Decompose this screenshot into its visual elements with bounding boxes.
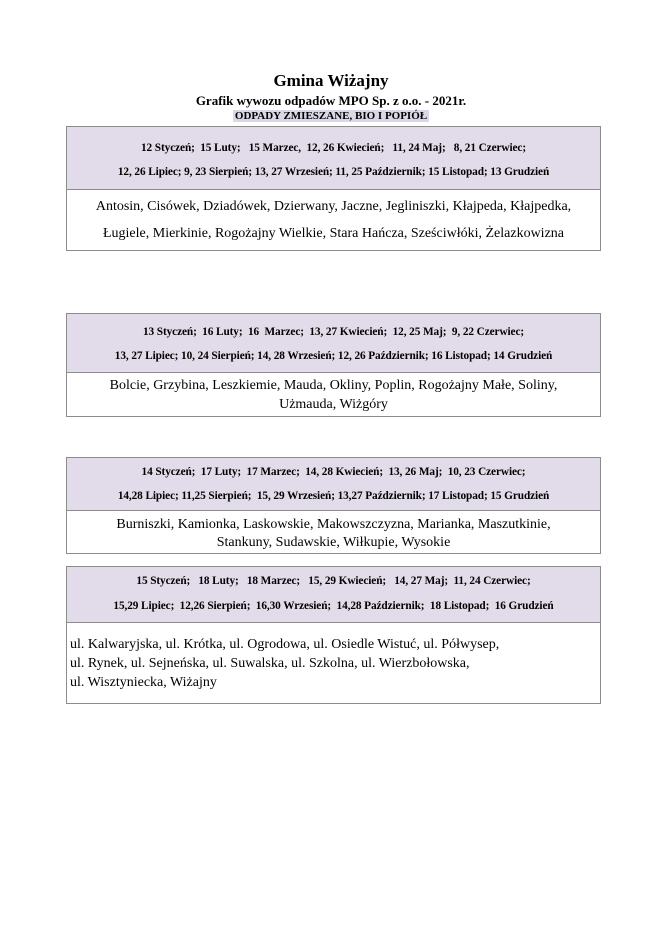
places-line: ul. Wisztyniecka, Wiżajny [70, 675, 217, 690]
dates-line: 14 Styczeń; 17 Luty; 17 Marzec; 14, 28 Kwiecień; 13, 26 Maj; 10, 23 Czerwiec; [141, 466, 526, 478]
places-line: Burniszki, Kamionka, Laskowskie, Makowszczyzna, Marianka, Maszutkinie, [116, 517, 551, 532]
schedule-places [67, 190, 600, 247]
waste-category-label: ODPADY ZMIESZANE, BIO I POPIÓŁ [234, 110, 428, 122]
schedule-block-4 [66, 566, 601, 704]
places-line: Użmauda, Wiżgóry [279, 397, 388, 412]
schedule-places [67, 623, 600, 692]
waste-category [0, 110, 662, 122]
dates-line: 13 Styczeń; 16 Luty; 16 Marzec; 13, 27 Kwiecień; 12, 25 Maj; 9, 22 Czerwiec; [142, 326, 525, 338]
schedule-dates [67, 458, 600, 511]
places-line: Bolcie, Grzybina, Leszkiemie, Mauda, Okliny, Poplin, Rogożajny Małe, Soliny, [109, 378, 558, 393]
dates-line: 12, 26 Lipiec; 9, 23 Sierpień; 13, 27 Wrzesień; 11, 25 Październik; 15 Listopad; 13 Grudzień [117, 166, 550, 178]
schedule-block-1 [66, 126, 601, 251]
dates-line: 13, 27 Lipiec; 10, 24 Sierpień; 14, 28 Wrzesień; 12, 26 Październik; 16 Listopad; 14 Grudzień [114, 350, 553, 362]
dates-line: 15,29 Lipiec; 12,26 Sierpień; 16,30 Wrzesień; 14,28 Październik; 18 Listopad; 16 Grudzień [113, 600, 554, 612]
places-line: ul. Rynek, ul. Sejneńska, ul. Suwalska, ul. Szkolna, ul. Wierzbołowska, [70, 656, 470, 671]
dates-line: 14,28 Lipiec; 11,25 Sierpień; 15, 29 Wrzesień; 13,27 Październik; 17 Listopad; 15 Grudzień [117, 490, 550, 502]
places-line: Antosin, Cisówek, Dziadówek, Dzierwany, Jaczne, Jegliniszki, Kłajpeda, Kłajpedka, [95, 199, 572, 214]
places-line: ul. Kalwaryjska, ul. Krótka, ul. Ogrodowa, ul. Osiedle Wistuć, ul. Półwysep, [70, 637, 500, 652]
schedule-dates [67, 567, 600, 623]
schedule-places [67, 373, 600, 414]
page-subtitle: Grafik wywozu odpadów MPO Sp. z o.o. - 2021r. [195, 93, 467, 108]
places-line: Stankuny, Sudawskie, Wiłkupie, Wysokie [216, 535, 451, 550]
dates-line: 15 Styczeń; 18 Luty; 18 Marzec; 15, 29 Kwiecień; 14, 27 Maj; 11, 24 Czerwiec; [136, 575, 531, 587]
dates-line: 12 Styczeń; 15 Luty; 15 Marzec, 12, 26 Kwiecień; 11, 24 Maj; 8, 21 Czerwiec; [140, 142, 526, 154]
places-line: Ługiele, Mierkinie, Rogożajny Wielkie, Stara Hańcza, Sześciwłóki, Żelazkowizna [102, 226, 564, 241]
schedule-dates [67, 127, 600, 190]
schedule-dates [67, 314, 600, 373]
schedule-block-3 [66, 457, 601, 554]
schedule-block-2 [66, 313, 601, 417]
page-title: Gmina Wiżajny [273, 71, 389, 90]
schedule-places [67, 511, 600, 552]
